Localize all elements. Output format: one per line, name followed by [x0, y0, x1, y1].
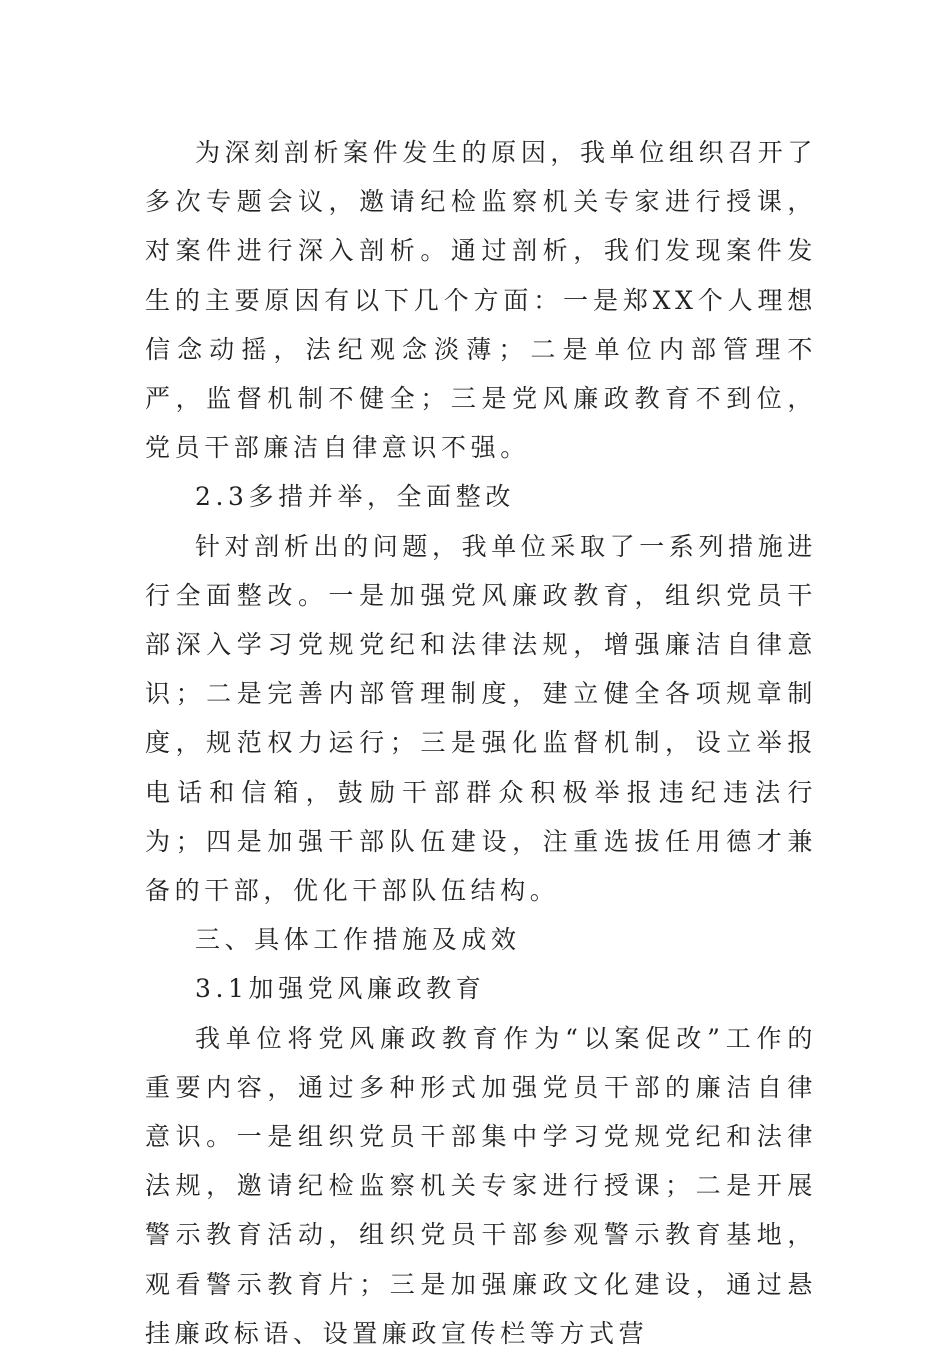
document-body: [145, 128, 817, 1358]
section-heading-3: 三、具体工作措施及成效: [195, 925, 521, 955]
section-heading-2-3: 2.3多措并举，全面整改: [195, 482, 515, 512]
section-heading-3-1: 3.1加强党风廉政教育: [195, 974, 486, 1004]
paragraph-rectification: 针对剖析出的问题，我单位采取了一系列措施进行全面整改。一是加强党风廉政教育，组织党员干部深入学习党规党纪和法律法规，增强廉洁自律意识；二是完善内部管理制度，建立健全各项规章制度，规范权力运行；三是强化监督机制，设立举报电话和信箱，鼓励干部群众积极举报违纪违法行为；四是加强干部队伍建设，注重选拔任用德才兼备的干部，优化干部队伍结构。: [145, 531, 817, 906]
paragraph-education: 我单位将党风廉政教育作为“以案促改”工作的重要内容，通过多种形式加强党员干部的廉洁自律意识。一是组织党员干部集中学习党规党纪和法律法规，邀请纪检监察机关专家进行授课；二是开展警示教育活动，组织党员干部参观警示教育基地，观看警示教育片；三是加强廉政文化建设，通过悬挂廉政标语、设置廉政宣传栏等方式营: [145, 1023, 817, 1348]
paragraph-cause-analysis: 为深刻剖析案件发生的原因，我单位组织召开了多次专题会议，邀请纪检监察机关专家进行授课，对案件进行深入剖析。通过剖析，我们发现案件发生的主要原因有以下几个方面：一是郑XX个人理想信念动摇，法纪观念淡薄；二是单位内部管理不严，监督机制不健全；三是党风廉政教育不到位，党员干部廉洁自律意识不强。: [145, 138, 817, 463]
